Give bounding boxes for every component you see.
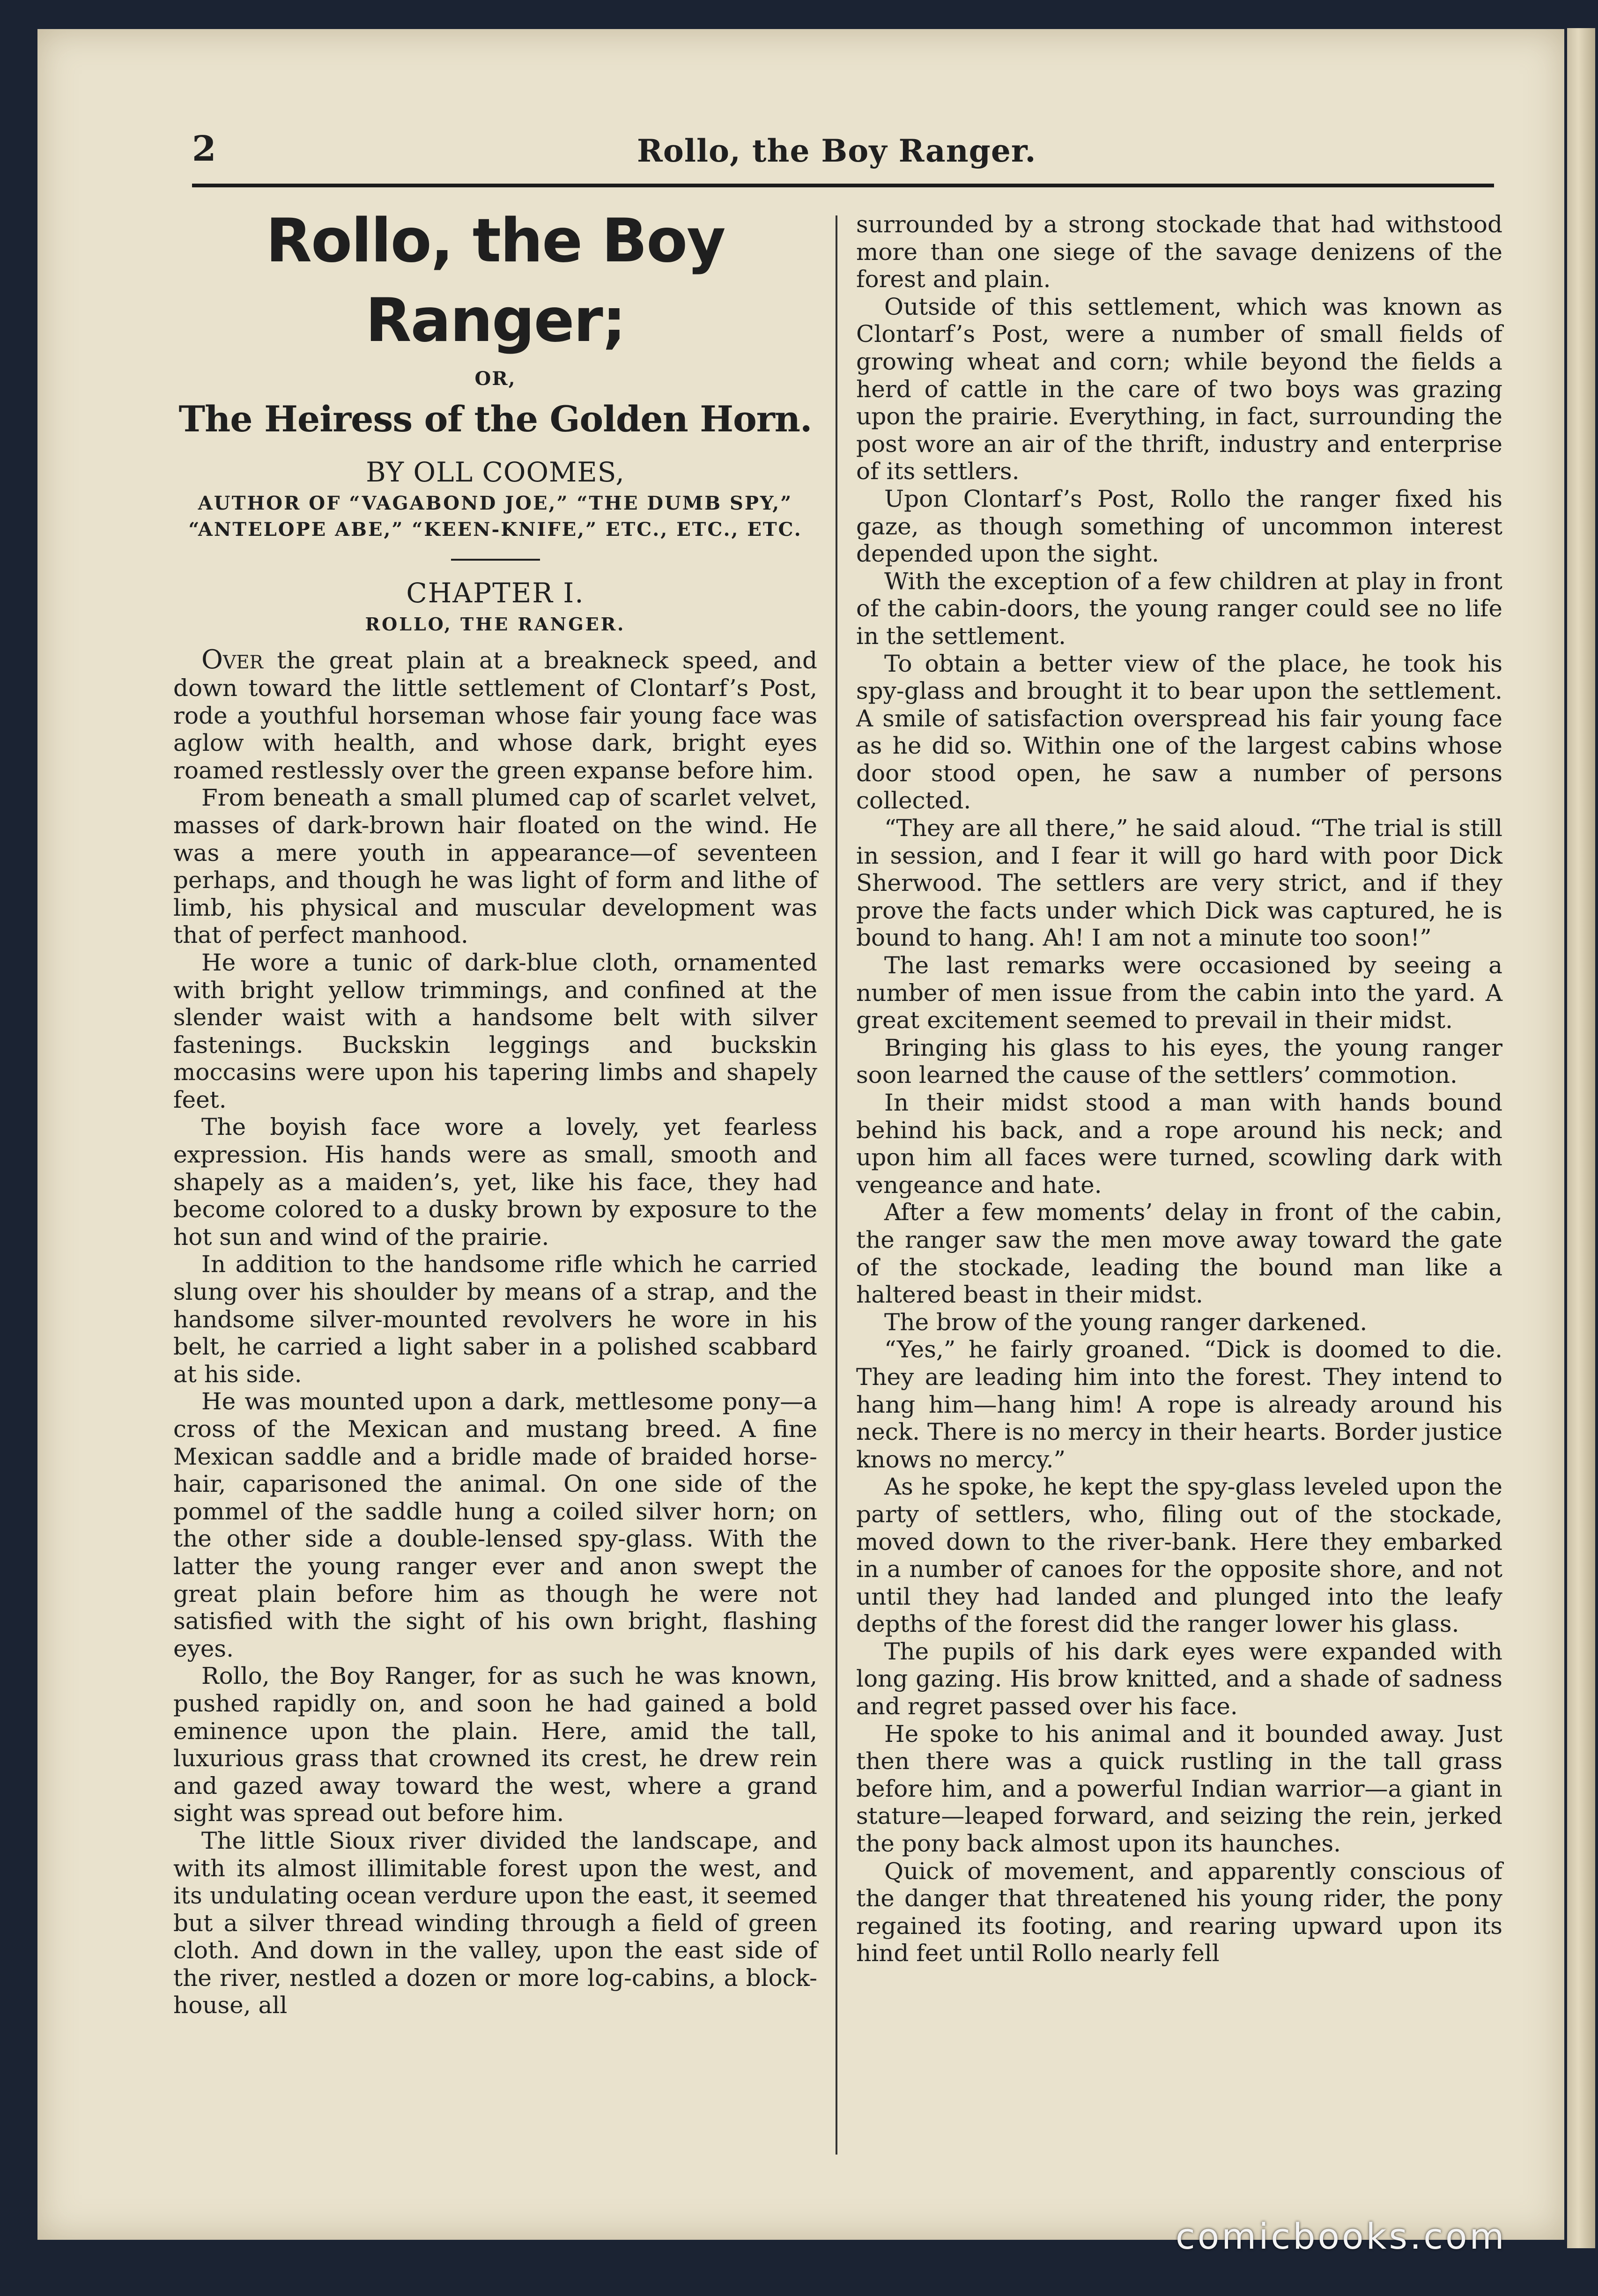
paragraph: To obtain a better view of the place, he took his spy-glass and brought it to bear upon the settlement. A smile of satisfaction overspread his fair young face as he did so. Within one of the largest cabins whose door stood open, he saw a number of persons collected.: [856, 650, 1502, 815]
paragraph: “They are all there,” he said aloud. “The trial is still in session, and I fear it will go hard with poor Dick Sherwood. The settlers are very strict, and if they prove the facts under which Dick was captured, he is bound to hang. Ah! I am not a minute too soon!”: [856, 815, 1502, 952]
chapter-title: ROLLO, THE RANGER.: [365, 613, 626, 635]
paragraph: He spoke to his animal and it bounded away. Just then there was a quick rustling in the tall grass before him, and a powerful Indian warrior—a giant in stature—leaped forward, and seizing the rein, jerked the pony back almost upon its haunches.: [856, 1720, 1502, 1858]
byline: BY OLL COOMES,: [366, 456, 625, 488]
paragraph-text: the great plain at a breakneck speed, and down toward the little settlement of Clontarf’s Post, rode a youthful horseman whose fair young face was aglow with health, and whose dark, bright eyes roamed restlessly over the green expanse before him.: [173, 647, 817, 784]
paragraph: Upon Clontarf’s Post, Rollo the ranger fixed his gaze, as though something of uncommon interest depended upon the sight.: [856, 485, 1502, 568]
story-title: Rollo, the Boy Ranger;: [266, 206, 725, 356]
paragraph: From beneath a small plumed cap of scarlet velvet, masses of dark-brown hair floated on the wind. He was a mere youth in appearance—of seventeen perhaps, and though he was light of form and lithe of limb, his physical and muscular development was that of perfect manhood.: [173, 784, 817, 949]
or-line: OR,: [474, 368, 516, 390]
paragraph: The pupils of his dark eyes were expanded with long gazing. His brow knitted, and a shade of sadness and regret passed over his face.: [856, 1637, 1502, 1720]
paragraph: After a few moments’ delay in front of the cabin, the ranger saw the men move away toward the gate of the stockade, leading the bound man like a haltered beast in their midst.: [856, 1199, 1502, 1309]
paragraph: Outside of this settlement, which was known as Clontarf’s Post, were a number of small fields of growing wheat and corn; while beyond the fields a herd of cattle in the care of two boys was grazing upon the prairie. Everything, in fact, surrounding the post wore an air of the thrift, industry and enterprise of its settlers.: [856, 293, 1502, 485]
paragraph: With the exception of a few children at play in front of the cabin-doors, the young ranger could see no life in the settlement.: [856, 567, 1502, 650]
page-number: 2: [192, 129, 216, 169]
paragraph: Rollo, the Boy Ranger, for as such he was known, pushed rapidly on, and soon he had gained a bold eminence upon the plain. Here, amid the tall, luxurious grass that crowned its crest, he drew rein and gazed away toward the west, where a grand sight was spread out before him.: [173, 1662, 817, 1827]
paragraph: As he spoke, he kept the spy-glass leveled upon the party of settlers, who, filing out of the stockade, moved down to the river-bank. Here they embarked in a number of canoes for the opposite shore, and not until they had landed and plunged into the leafy depths of the forest did the ranger lower his glass.: [856, 1473, 1502, 1638]
header-rule: [192, 184, 1494, 187]
paragraph: “Yes,” he fairly groaned. “Dick is doomed to die. They are leading him into the forest. They intend to hang him—hang him! A rope is already around his neck. There is no mercy in their hearts. Border justice knows no mercy.”: [856, 1336, 1502, 1473]
paragraph: The boyish face wore a lovely, yet fearless expression. His hands were as small, smooth and shapely as a maiden’s, yet, like his face, they had become colored to a dusky brown by exposure to the hot sun and wind of the prairie.: [173, 1113, 817, 1251]
paragraph: In their midst stood a man with hands bound behind his back, and a rope around his neck; and upon him all faces were turned, scowling dark with vengeance and hate.: [856, 1089, 1502, 1199]
column-divider: [836, 215, 837, 2155]
paragraph: He wore a tunic of dark-blue cloth, ornamented with bright yellow trimmings, and confined at the slender waist with a handsome belt with silver fastenings. Buckskin leggings and buckskin moccasins were upon his tapering limbs and shapely feet.: [173, 948, 817, 1113]
paragraph: The brow of the young ranger darkened.: [884, 1308, 1368, 1336]
page-edge: [1567, 28, 1595, 2248]
story-subtitle: The Heiress of the Golden Horn.: [178, 398, 812, 440]
paragraph: The little Sioux river divided the landscape, and with its almost illimitable forest upon the west, and its undulating ocean verdure upon the east, it seemed but a silver thread winding through a field of green cloth. And down in the valley, upon the east side of the river, nestled a dozen or more log-cabins, a block-house, all: [173, 1827, 817, 2019]
running-head: [150, 124, 1499, 176]
author-credits: AUTHOR OF “VAGABOND JOE,” “THE DUMB SPY,” “ANTELOPE ABE,” “KEEN-KNIFE,” ETC., ETC., ETC.: [188, 492, 802, 541]
paragraph: In addition to the handsome rifle which he carried slung over his shoulder by means of a strap, and the handsome silver-mounted revolvers he wore in his belt, he carried a light saber in a polished scabbard at his side.: [173, 1251, 817, 1388]
dropcap-word: Over: [201, 644, 263, 675]
paragraph: He was mounted upon a dark, mettlesome pony—a cross of the Mexican and mustang breed. A fine Mexican saddle and a bridle made of braided horse-hair, caparisoned the animal. On one side of the pommel of the saddle hung a coiled silver horn; on the other side a double-lensed spy-glass. With the latter the young ranger ever and anon swept the great plain before him as though he were not satisfied with the sight of his own bright, flashing eyes.: [173, 1388, 817, 1662]
paragraph: [173, 646, 817, 784]
paragraph: The last remarks were occasioned by seeing a number of men issue from the cabin into the yard. A great excitement seemed to prevail in their midst.: [856, 952, 1502, 1034]
left-column: [173, 201, 817, 2019]
paragraph: Quick of movement, and apparently conscious of the danger that threatened his young rider, the pony regained its footing, and rearing upward upon its hind feet until Rollo nearly fell: [856, 1857, 1502, 1967]
paragraph: Bringing his glass to his eyes, the young ranger soon learned the cause of the settlers’ commotion.: [856, 1034, 1502, 1089]
chapter-heading: CHAPTER I.: [406, 577, 584, 609]
section-rule: [451, 559, 540, 561]
paragraph: surrounded by a strong stockade that had withstood more than one siege of the savage denizens of the forest and plain.: [856, 211, 1502, 293]
running-title: Rollo, the Boy Ranger.: [637, 133, 1036, 169]
watermark: comicbooks.com: [1176, 2215, 1507, 2257]
right-column: [856, 211, 1502, 1967]
